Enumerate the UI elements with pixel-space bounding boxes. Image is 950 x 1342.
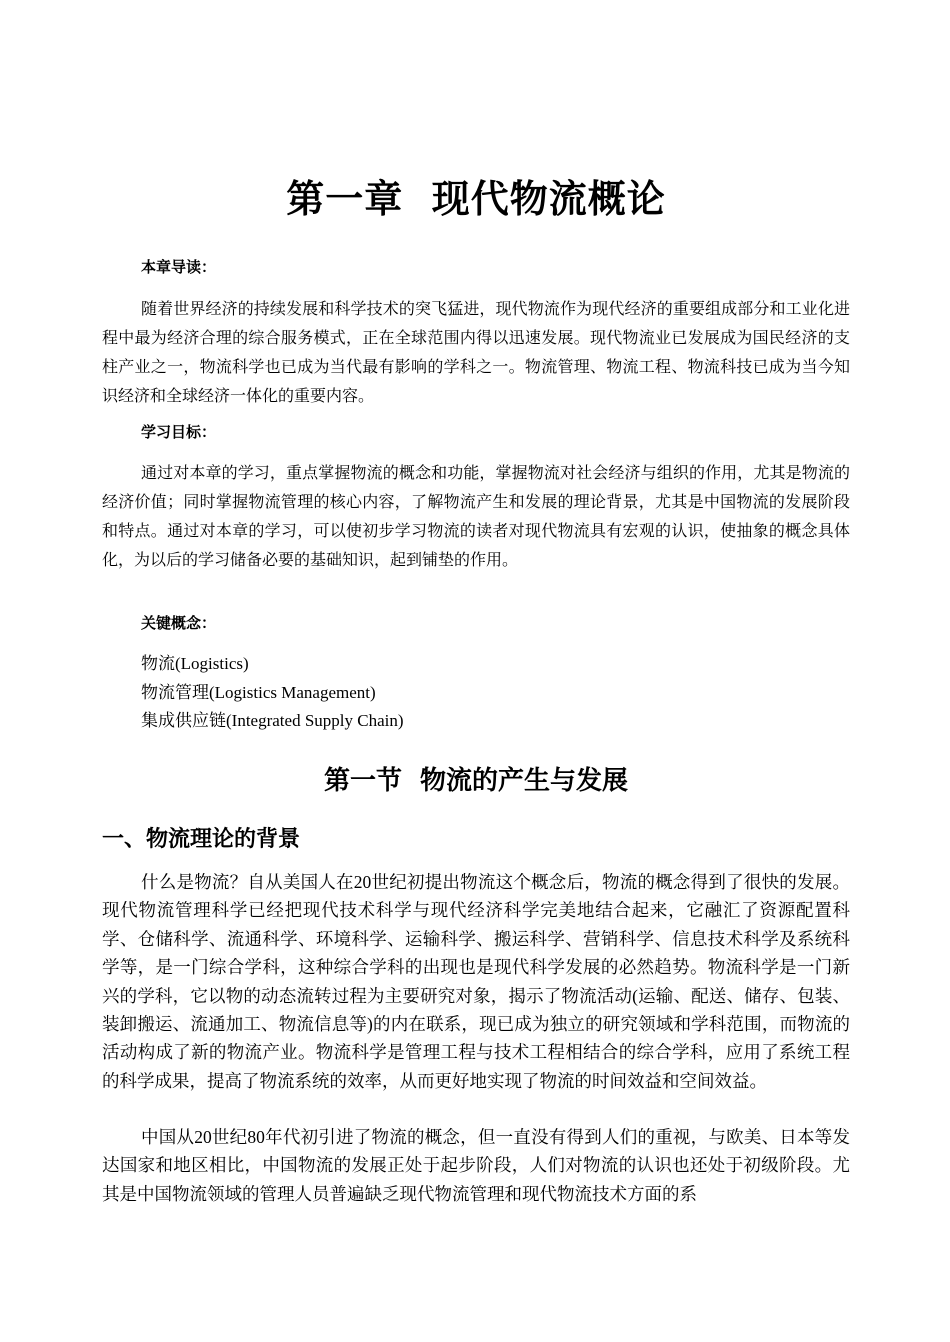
objectives-paragraph: 通过对本章的学习，重点掌握物流的概念和功能，掌握物流对社会经济与组织的作用，尤其是物流的经济价值；同时掌握物流管理的核心内容，了解物流产生和发展的理论背景，尤其是中国物流的发展阶段和特点。通过对本章的学习，可以使初步学习物流的读者对现代物流具有宏观的认识，使抽象的概念具体化，为以后的学习储备必要的基础知识，起到铺垫的作用。 xyxy=(102,463,850,569)
key-concept-item: 物流管理(Logistics Management) xyxy=(141,682,376,702)
intro-paragraph: 随着世界经济的持续发展和科学技术的突飞猛进，现代物流作为现代经济的重要组成部分和工业化进程中最为经济合理的综合服务模式，正在全球范围内得以迅速发展。现代物流业已发展成为国民经济的支柱产业之一，物流科学也已成为当代最有影响的学科之一。物流管理、物流工程、物流科技已成为当今知识经济和全球经济一体化的重要内容。 xyxy=(102,299,850,405)
section-title: 第一节 物流的产生与发展 xyxy=(323,766,629,796)
key-concept-item: 集成供应链(Integrated Supply Chain) xyxy=(141,711,404,730)
key-concept-item: 物流(Logistics) xyxy=(141,654,249,673)
objectives-label: 学习目标： xyxy=(141,423,217,441)
subsection-title: 一、物流理论的背景 xyxy=(102,827,301,852)
key-concepts-list xyxy=(141,650,404,736)
chapter-title: 第一章 现代物流概论 xyxy=(286,177,666,221)
key-concepts-label: 关键概念： xyxy=(141,614,217,632)
body-paragraph: 中国从20世纪80年代初引进了物流的概念，但一直没有得到人们的重视，与欧美、日本等发达国家和地区相比，中国物流的发展正处于起步阶段，人们对物流的认识也还处于初级阶段。尤其是中国物流领域的管理人员普遍缺乏现代物流管理和现代物流技术方面的系 xyxy=(102,1127,850,1204)
intro-label: 本章导读： xyxy=(141,258,217,276)
body-paragraph: 什么是物流？自从美国人在20世纪初提出物流这个概念后，物流的概念得到了很快的发展。现代物流管理科学已经把现代技术科学与现代经济科学完美地结合起来，它融汇了资源配置科学、仓储科学、流通科学、环境科学、运输科学、搬运科学、营销科学、信息技术科学及系统科学等，是一门综合学科，这种综合学科的出现也是现代科学发展的必然趋势。物流科学是一门新兴的学科，它以物的动态流转过程为主要研究对象，揭示了物流活动(运输、配送、储存、包装、装卸搬运、流通加工、物流信息等)的内在联系，现已成为独立的研究领域和学科范围，而物流的活动构成了新的物流产业。物流科学是管理工程与技术工程相结合的综合学科，应用了系统工程的科学成果，提高了物流系统的效率，从而更好地实现了物流的时间效益和空间效益。 xyxy=(102,872,850,1091)
